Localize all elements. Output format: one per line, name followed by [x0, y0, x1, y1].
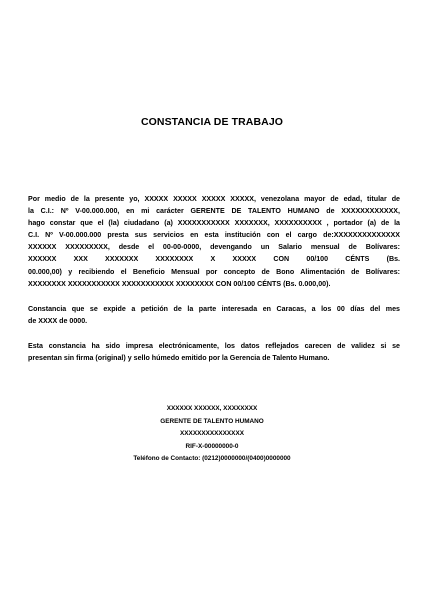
company-rif: RIF-X-00000000-0: [185, 442, 239, 450]
paragraph-line: Por medio de la presente yo, XXXXX XXXXX XXXXX XXXXX, venezolana mayor de edad, titular de: [28, 195, 400, 203]
paragraph-line: XXXXXX XXX XXXXXXX XXXXXXXX X XXXXX CON 00/100 CÉNTS (Bs.: [28, 255, 400, 264]
signature-block: [0, 403, 424, 466]
paragraph-line: XXXXXX XXXXXXXXX, desde el 00-00-0000, devengando un Salario mensual de Bolívares:: [28, 243, 400, 252]
paragraph-line: C.I. Nº V-00.000.000 presta sus servicios en esta institución con el cargo de:XXXXXXXXXXXXXX: [28, 231, 400, 240]
paragraph-line: Esta constancia ha sido impresa electrónicamente, los datos reflejados carecen de validez si se: [28, 342, 400, 350]
signer-name: XXXXXX XXXXXX, XXXXXXXX: [166, 405, 258, 412]
paragraph-issuance: [28, 303, 400, 327]
signer-position: GERENTE DE TALENTO HUMANO: [160, 417, 264, 425]
paragraph-line: 00.000,00) y recibiendo el Beneficio Mensual por concepto de Bono Alimentación de Bolívares:: [28, 267, 400, 276]
paragraph-line: presentan sin firma (original) y sello húmedo emitido por la Gerencia de Talento Humano.: [28, 354, 330, 363]
company-name: XXXXXXXXXXXXXXX: [180, 430, 244, 438]
paragraph-line: XXXXXXXX XXXXXXXXXXX XXXXXXXXXXX XXXXXXXX CON 00/100 CÉNTS (Bs. 0.000,00).: [28, 279, 331, 288]
document-title: CONSTANCIA DE TRABAJO: [140, 116, 284, 128]
paragraph-line: hago constar que el (la) ciudadano (a) XXXXXXXXXXX XXXXXXX, XXXXXXXXXX , portador (a) de la: [28, 219, 400, 228]
paragraph-line: la C.I.: Nº V-00.000.000, en mi carácter GERENTE DE TALENTO HUMANO de XXXXXXXXXXXX,: [28, 207, 400, 216]
paragraph-employment-statement: [28, 193, 400, 290]
paragraph-line: de XXXX de 0000.: [28, 317, 88, 326]
contact-phone: Teléfono de Contacto: (0212)0000000/(0400)0000000: [133, 455, 291, 463]
paragraph-line: Constancia que se expide a petición de la parte interesada en Caracas, a los 00 días del mes: [28, 305, 400, 313]
paragraph-validity-notice: [28, 340, 400, 364]
